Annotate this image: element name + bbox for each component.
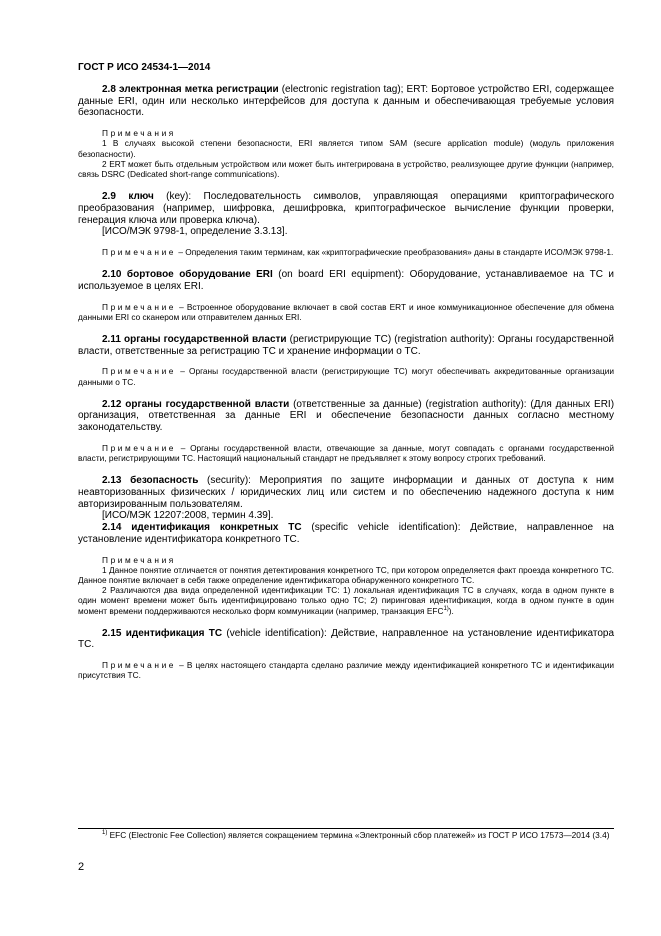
term-2-10 [78,269,614,292]
term-2-8-definition: (electronic registration tag); ERT: Бортовое устройство ERI, содержащее данные ERI, один или несколько интерфейсов для доступа к данным и обеспечивающая требуемые условия безопасности. [78,84,615,119]
note-2-12 [78,443,614,463]
term-2-9-number: 2.9 [102,191,116,203]
term-2-14-definition: (specific vehicle identification): Действие, направленное на установление идентификатора конкретного ТС. [78,522,614,545]
term-2-9-name: ключ [128,191,154,203]
note-2-11-text: – Органы государственной власти (регистрирующие ТС) могут обеспечивать аккредитованные организации данными о ТС. [78,366,614,387]
term-2-13 [78,475,614,510]
term-2-13-definition: (security): Мероприятия по защите информации и данных от доступа к ним неавторизованных физических / юридических лиц или систем и по обеспечению надежного доступа к ним авторизированным пользователям. [78,475,614,510]
note-2-8-2: 2 ERT может быть отдельным устройством или может быть интегрирована в устройство, реализующее другие функции (например, связь DSRC (Dedicated short-range communications). [78,158,614,179]
term-2-15-definition: (vehicle identification): Действие, направленное на установление идентификатора ТС. [78,627,615,651]
note-2-10-label: Примечание [102,301,177,312]
term-2-8-name: электронная метка регистрации [118,84,279,95]
note-2-10-text: – Встроенное оборудование включает в свой состав ERT и иное коммуникационное обеспечение для обмена данными ERI со сканером или отправителем данных ERI. [78,301,614,322]
term-2-13-name: безопасность [130,475,199,487]
note-2-14-2-text: 2 Различаются два вида определенной идентификации ТС: 1) локальная идентификация ТС в случаях, когда в одном пункте в один момент времени может быть идентифицировано только одно ТС; 2) пиринговая идентификация, когда в одном пункте в один момент времени поддерживаются несколько форм коммуникации (например, транзакция EFC [78,585,614,616]
term-2-9-definition: (key): Последовательность символов, управляющая операциями криптографического преобразования (например, шифровка, дешифровка, криптографическое вычисление функции проверки, генерация ключа или проверка ключа). [78,191,615,226]
note-2-15-text: – В целях настоящего стандарта сделано различие между идентификацией конкретного ТС и идентификации присутствия ТС. [78,660,614,681]
term-2-8-number: 2.8 [102,84,116,95]
note-2-12-label: Примечание [102,442,177,453]
note-2-9-text: – Определения таким терминам, как «криптографические преобразования» даны в стандарте ИСО/МЭК 9798-1. [176,246,614,257]
term-2-12-number: 2.12 [102,398,122,410]
term-2-12-name: органы государственной власти [125,398,290,410]
term-2-12-definition: (ответственные за данные) (registration authority): (Для данных ERI) организация, ответственная за данные ERI и обеспечение безопасности данных согласно местному законодательству. [78,398,615,434]
term-2-11-number: 2.11 [102,333,121,345]
note-2-15 [78,660,614,680]
footnote-marker: 1) [102,830,108,837]
term-2-15 [78,628,614,651]
term-2-13-number: 2.13 [102,475,122,487]
page-number: 2 [78,861,85,873]
note-2-14-2 [78,585,614,616]
term-2-14-number: 2.14 [102,522,122,534]
footnote [78,830,614,840]
footnote-text: EFC (Electronic Fee Collection) является сокращением термина «Электронный сбор платежей» из ГОСТ Р ИСО 17573—2014 (3.4) [107,830,610,840]
notes-heading-2-8: Примечания [102,128,176,139]
note-2-8-1: 1 В случаях высокой степени безопасности, ERI является типом SAM (secure application module) (модуль приложения безопасности). [78,138,614,159]
note-2-15-label: Примечание [102,660,177,671]
note-2-12-text: – Органы государственной власти, отвечающие за данные, могут совпадать с органами государственной власти, регистрирующими ТС. Настоящий национальный стандарт не предъявляет к этому вопросу строгих требований. [78,442,614,464]
note-2-14-2-end: ). [448,605,454,616]
term-2-12 [78,399,614,434]
term-2-14-name: идентификация конкретных ТС [131,522,302,534]
term-2-11 [78,334,614,357]
term-2-10-definition: (on board ERI equipment): Оборудование, устанавливаемое на ТС и используемое в целях ERI. [78,269,614,292]
note-2-9-label: Примечание [102,246,177,257]
note-2-11-label: Примечание [102,366,177,377]
footnote-ref-1: 1) [443,605,449,612]
footnote-divider [78,828,614,829]
note-2-11 [78,366,614,386]
note-2-10 [78,302,614,322]
note-2-14-1: 1 Данное понятие отличается от понятия детектирования конкретного ТС, при котором определяется факт проезда конкретного ТС. Данное понятие включает в себя также определение идентификатора обнаруженного конкретного ТС. [78,564,614,585]
term-2-11-definition: (регистрирующие ТС) (registration authority): Органы государственной власти, ответственные за регистрацию ТС и хранение информации о ТС. [78,333,614,357]
term-2-11-name: органы государственной власти [124,333,287,345]
document-page [78,62,614,681]
term-2-13-reference: [ИСО/МЭК 12207:2008, термин 4.39]. [102,510,274,522]
note-2-9 [78,247,614,257]
notes-heading-2-14: Примечания [102,554,176,565]
document-header: ГОСТ Р ИСО 24534-1—2014 [78,62,211,73]
term-2-10-number: 2.10 [102,269,122,281]
term-2-9-reference: [ИСО/МЭК 9798-1, определение 3.3.13]. [102,226,288,238]
term-2-8 [78,84,614,119]
term-2-15-number: 2.15 [102,627,122,639]
term-2-15-name: идентификация ТС [125,627,223,639]
term-2-9 [78,191,614,226]
term-2-14 [78,522,614,545]
term-2-10-name: бортовое оборудование ERI [126,269,273,281]
